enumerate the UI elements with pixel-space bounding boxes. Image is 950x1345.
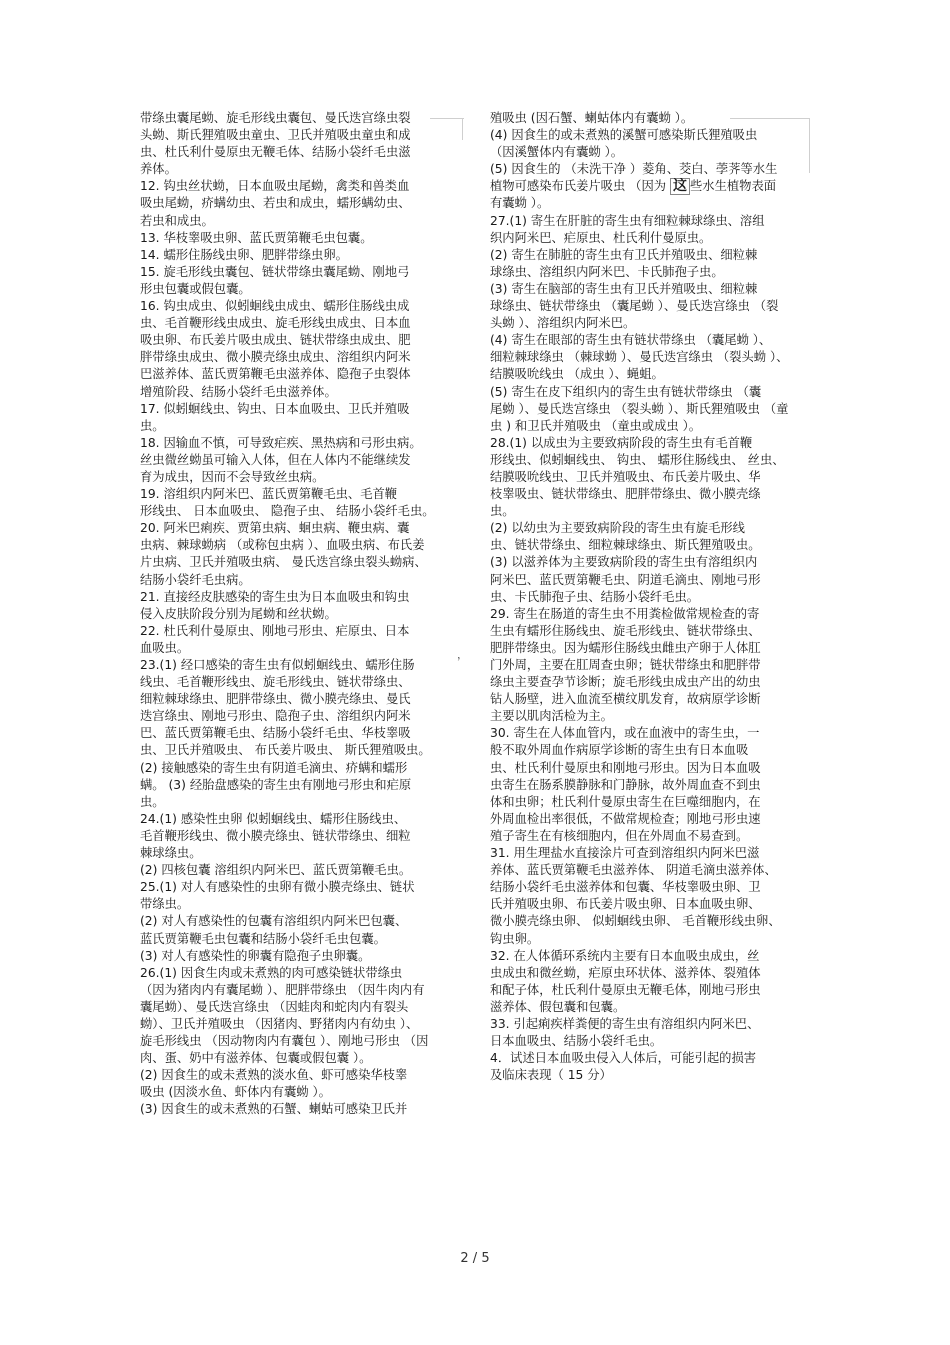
text-line: 毛首鞭形线虫、微小膜壳绦虫、链状带绦虫、细粒 <box>140 828 411 843</box>
text-line: 滋养体、假包囊和包囊。 <box>490 999 626 1014</box>
text-line: 23.(1) 经口感染的寄生虫有似蚓蛔线虫、蠕形住肠 <box>140 658 415 672</box>
text-line: 15. 旋毛形线虫囊包、链状带绦虫囊尾蚴、刚地弓 <box>140 264 410 279</box>
text-line: (2) 对人有感染性的包囊有溶组织内阿米巴包囊、 <box>140 914 408 929</box>
text-line: 钩虫卵。 <box>490 931 540 946</box>
text-line: (3) 寄生在脑部的寄生虫有卫氏并殖吸虫、细粒棘 <box>490 281 758 296</box>
text-line: 蓝氏贾第鞭毛虫包囊和结肠小袋纤毛虫包囊。 <box>140 931 386 946</box>
text-line: 微小膜壳绦虫卵、 似蚓蛔线虫卵、 毛首鞭形线虫卵、 <box>490 914 781 929</box>
text-line: (4) 寄生在眼部的寄生虫有链状带绦虫 （囊尾蚴 ）、 <box>490 333 772 348</box>
text-line: 虫、卫氏并殖吸虫、 布氏姜片吸虫、 斯氏狸殖吸虫。 <box>140 743 431 758</box>
text-line: 21. 直接经皮肤感染的寄生虫为日本血吸虫和钩虫 <box>140 589 410 604</box>
text-line: 线虫、毛首鞭形线虫、旋毛形线虫、链状带绦虫、 <box>140 675 411 690</box>
text-line: 虫、毛首鞭形线虫成虫、旋毛形线虫成虫、日本血 <box>140 316 411 331</box>
text-line: 枝睾吸虫、链状带绦虫、肥胖带绦虫、微小膜壳绦 <box>490 487 761 502</box>
text-line: 细粒棘球绦虫 （棘球蚴 ）、曼氏迭宫绦虫 （裂头蚴 ）、 <box>490 350 789 365</box>
text-line: 门外周，主要在肛周查虫卵；链状带绦虫和肥胖带 <box>490 658 761 672</box>
text-line: 虫、卡氏肺孢子虫、结肠小袋纤毛虫。 <box>490 589 700 604</box>
text-line: 虫 ) 和卫氏并殖吸虫 （童虫或成虫 ）。 <box>490 418 702 433</box>
boxed-character: 这 <box>670 178 690 195</box>
text-line: 31. 用生理盐水直接涂片可查到溶组织内阿米巴滋 <box>490 846 760 861</box>
text-line: 形线虫、 日本血吸虫、 隐孢子虫、 结肠小袋纤毛虫。 <box>140 504 435 519</box>
text-line: 带绦虫囊尾蚴、旋毛形线虫囊包、曼氏迭宫绦虫裂 <box>140 111 411 125</box>
text-line: (2) 以幼虫为主要致病阶段的寄生虫有旋毛形线 <box>490 521 745 536</box>
text-line: 迭宫绦虫、刚地弓形虫、隐孢子虫、溶组织内阿米 <box>140 709 411 724</box>
text-line: (5) 寄生在皮下组织内的寄生虫有链状带绦虫 （囊 <box>490 384 762 399</box>
text-line: 19. 溶组织内阿米巴、蓝氏贾第鞭毛虫、毛首鞭 <box>140 487 398 502</box>
text-line: 旋毛形线虫 （因动物肉内有囊包 ）、刚地弓形虫 （因 <box>140 1034 429 1049</box>
text-line: 肉、蛋、奶中有滋养体、包囊或假包囊 ）。 <box>140 1051 372 1066</box>
text-line: 带绦虫。 <box>140 897 190 912</box>
text-line: 25.(1) 对人有感染性的虫卵有微小膜壳绦虫、链状 <box>140 880 415 895</box>
text-line: (2) 因食生的或未煮熟的淡水鱼、虾可感染华枝睾 <box>140 1068 408 1083</box>
left-text-column <box>140 110 464 1215</box>
text-line-with-stamp <box>490 178 812 195</box>
text-line: 织内阿米巴、疟原虫、杜氏利什曼原虫。 <box>490 230 712 245</box>
text-line: 27.(1) 寄生在肝脏的寄生虫有细粒棘球绦虫、溶组 <box>490 213 765 228</box>
text-line: 头蚴、斯氏狸殖吸虫童虫、卫氏并殖吸虫童虫和成 <box>140 128 411 143</box>
right-text-column <box>490 110 812 1215</box>
text-line: 殖子寄生在有核细胞内，但在外周血不易查到。 <box>490 828 749 843</box>
text-line: 29. 寄生在肠道的寄生虫不用粪检做常规检查的寄 <box>490 606 760 621</box>
text-line: (2) 寄生在肺脏的寄生虫有卫氏并殖吸虫、细粒棘 <box>490 247 758 262</box>
text-line: 吸虫卵、布氏姜片吸虫成虫、链状带绦虫成虫、肥 <box>140 333 411 348</box>
text-line: (5) 因食生的 （未洗干净 ）菱角、茭白、荸荠等水生 <box>490 162 778 177</box>
text-line: 17. 似蚓蛔线虫、钩虫、日本血吸虫、卫氏并殖吸 <box>140 401 410 416</box>
text-line: 吸虫尾蚴，疥螨幼虫、若虫和成虫，蠕形螨幼虫、 <box>140 196 411 211</box>
text-line: 吸虫 (因淡水鱼、虾体内有囊蚴 ）。 <box>140 1085 331 1100</box>
text-line: 13. 华枝睾吸虫卵、蓝氏贾第鞭毛虫包囊。 <box>140 230 373 245</box>
text-line: 血吸虫。 <box>140 640 190 655</box>
text-line: 33. 引起痢疾样粪便的寄生虫有溶组织内阿米巴、 <box>490 1016 760 1031</box>
text-line: 26.(1) 因食生肉或未煮熟的肉可感染链状带绦虫 <box>140 965 403 980</box>
text-line: 巴滋养体、蓝氏贾第鞭毛虫滋养体、隐孢子虫裂体 <box>140 367 411 382</box>
text-line: 20. 阿米巴痢疾、贾第虫病、蛔虫病、鞭虫病、囊 <box>140 521 410 536</box>
text-segment: 些水生植物表面 <box>689 179 777 194</box>
text-line: 头蚴 ）、溶组织内阿米巴。 <box>490 316 636 331</box>
text-line: 棘球绦虫。 <box>140 846 202 861</box>
text-line: 30. 寄生在人体血管内，或在血液中的寄生虫，一 <box>490 726 760 741</box>
text-line: 生虫有蠕形住肠线虫、旋毛形线虫、链状带绦虫、 <box>490 623 761 638</box>
text-line: 结肠小袋纤毛虫病。 <box>140 572 251 587</box>
text-line: 阿米巴、蓝氏贾第鞭毛虫、阴道毛滴虫、刚地弓形 <box>490 572 761 587</box>
text-line: 28.(1) 以成虫为主要致病阶段的寄生虫有毛首鞭 <box>490 435 753 450</box>
text-line: 结膜吸吮线虫、卫氏并殖吸虫、布氏姜片吸虫、华 <box>490 469 761 484</box>
text-line: 肥胖带绦虫。因为蠕形住肠线虫雌虫产卵于人体肛 <box>490 640 761 655</box>
text-line: (2) 四核包囊 溶组织内阿米巴、蓝氏贾第鞭毛虫。 <box>140 863 412 878</box>
text-line: 14. 蠕形住肠线虫卵、肥胖带绦虫卵。 <box>140 247 348 262</box>
text-line: 22. 杜氏利什曼原虫、刚地弓形虫、疟原虫、日本 <box>140 623 410 638</box>
text-line: 殖吸虫 (因石蟹、蝲蛄体内有囊蚴 ）。 <box>490 111 694 125</box>
text-line: 囊尾蚴）、曼氏迭宫绦虫 （因蛙肉和蛇肉内有裂头 <box>140 999 409 1014</box>
text-line: 虫、杜氏利什曼原虫和刚地弓形虫。因为日本血吸 <box>490 760 761 775</box>
text-line: 细粒棘球绦虫、肥胖带绦虫、微小膜壳绦虫、曼氏 <box>140 692 411 707</box>
text-line: 形线虫、似蚓蛔线虫、 钩虫、 蠕形住肠线虫、 丝虫、 <box>490 452 785 467</box>
text-line: 巴、蓝氏贾第鞭毛虫、结肠小袋纤毛虫、华枝睾吸 <box>140 726 411 741</box>
text-line: 胖带绦虫成虫、微小膜壳绦虫成虫、溶组织内阿米 <box>140 350 411 365</box>
text-line: 丝虫微丝蚴虽可输入人体，但在人体内不能继续发 <box>140 452 411 467</box>
text-line: 般不取外周血作病原学诊断的寄生虫有日本血吸 <box>490 743 749 758</box>
text-line: (3) 以滋养体为主要致病阶段的寄生虫有溶组织内 <box>490 555 758 570</box>
text-line: (2) 接触感染的寄生虫有阴道毛滴虫、疥螨和蠕形 <box>140 760 408 775</box>
text-line: 蚴）、卫氏并殖吸虫 （因猪肉、野猪肉内有幼虫 ）、 <box>140 1016 419 1031</box>
text-line: 虫、杜氏利什曼原虫无鞭毛体、结肠小袋纤毛虫滋 <box>140 145 411 160</box>
text-line: 4．试述日本血吸虫侵入人体后，可能引起的损害 <box>490 1051 757 1066</box>
text-line: 18. 因输血不慎，可导致疟疾、黑热病和弓形虫病。 <box>140 435 422 450</box>
text-line: 形虫包囊或假包囊。 <box>140 281 251 296</box>
text-line: 日本血吸虫、结肠小袋纤毛虫。 <box>490 1034 663 1049</box>
text-line: 虫、链状带绦虫、细粒棘球绦虫、斯氏狸殖吸虫。 <box>490 538 761 553</box>
text-line: 有囊蚴 ）。 <box>490 196 550 211</box>
text-line: 绦虫主要查孕节诊断；旋毛形线虫成虫产出的幼虫 <box>490 675 761 690</box>
text-line: （因溪蟹体内有囊蚴 ）。 <box>490 145 624 160</box>
text-line: 螨。 (3) 经胎盘感染的寄生虫有刚地弓形虫和疟原 <box>140 777 412 792</box>
text-line: 虫寄生在肠系膜静脉和门静脉，故外周血查不到虫 <box>490 777 761 792</box>
text-line: 虫成虫和微丝蚴，疟原虫环状体、滋养体、裂殖体 <box>490 965 761 980</box>
text-line: 主要以肌肉活检为主。 <box>490 709 613 724</box>
text-line: 虫病、棘球蚴病 （或称包虫病 ）、血吸虫病、布氏姜 <box>140 538 425 553</box>
text-line: 氏并殖吸虫卵、布氏姜片吸虫卵、日本血吸虫卵、 <box>490 897 761 912</box>
text-line: (3) 因食生的或未煮熟的石蟹、蝲蛄可感染卫氏并 <box>140 1102 408 1117</box>
text-line: 外周血检出率很低，不做常规检查；刚地弓形虫速 <box>490 811 761 826</box>
text-line: 虫。 <box>140 794 165 809</box>
text-line: 侵入皮肤阶段分别为尾蚴和丝状蚴。 <box>140 606 337 621</box>
text-line: 及临床表现（ 15 分） <box>490 1068 612 1083</box>
text-line: 养体。 <box>140 162 177 177</box>
text-line: 结膜吸吮线虫 （成虫 ）、蝇蛆。 <box>490 367 664 382</box>
margin-mark: ， <box>457 648 468 661</box>
text-line: 16. 钩虫成虫、似蚓蛔线虫成虫、蠕形住肠线虫成 <box>140 299 410 314</box>
text-line: 养体、蓝氏贾第鞭毛虫滋养体、 阴道毛滴虫滋养体、 <box>490 863 777 878</box>
page-number: 2 / 5 <box>460 1251 490 1266</box>
text-line: 尾蚴 ）、曼氏迭宫绦虫 （裂头蚴 ）、斯氏狸殖吸虫 （童 <box>490 401 789 416</box>
text-segment: 植物可感染布氏姜片吸虫 （因为 <box>490 179 670 194</box>
text-line: 球绦虫、链状带绦虫 （囊尾蚴 ）、曼氏迭宫绦虫 （裂 <box>490 299 779 314</box>
text-line: 虫。 <box>490 504 515 519</box>
text-line: 片虫病、卫氏并殖吸虫病、 曼氏迭宫绦虫裂头蚴病、 <box>140 555 427 570</box>
text-line: 结肠小袋纤毛虫滋养体和包囊、华枝睾吸虫卵、卫 <box>490 880 761 895</box>
text-line: 育为成虫，因而不会导致丝虫病。 <box>140 469 325 484</box>
text-line: （因为猪肉内有囊尾蚴 ）、肥胖带绦虫 （因牛肉内有 <box>140 982 425 997</box>
text-line: 若虫和成虫。 <box>140 213 214 228</box>
text-line: 12. 钩虫丝状蚴，日本血吸虫尾蚴，禽类和兽类血 <box>140 179 410 194</box>
text-line: 32. 在人体循环系统内主要有日本血吸虫成虫，丝 <box>490 948 760 963</box>
text-line: 钻人肠壁，进入血流至横纹肌发育，故病原学诊断 <box>490 692 761 707</box>
text-line: 虫。 <box>140 418 165 433</box>
text-line: 球绦虫、溶组织内阿米巴、卡氏肺孢子虫。 <box>490 264 724 279</box>
text-line: 和配子体，杜氏利什曼原虫无鞭毛体，刚地弓形虫 <box>490 982 761 997</box>
text-line: 增殖阶段、结肠小袋纤毛虫滋养体。 <box>140 384 337 399</box>
text-line: (3) 对人有感染性的卵囊有隐孢子虫卵囊。 <box>140 948 371 963</box>
text-line: (4) 因食生的或未煮熟的溪蟹可感染斯氏狸殖吸虫 <box>490 128 758 143</box>
text-line: 体和虫卵；杜氏利什曼原虫寄生在巨噬细胞内，在 <box>490 794 761 809</box>
text-line: 24.(1) 感染性虫卵 似蚓蛔线虫、蠕形住肠线虫、 <box>140 811 407 826</box>
